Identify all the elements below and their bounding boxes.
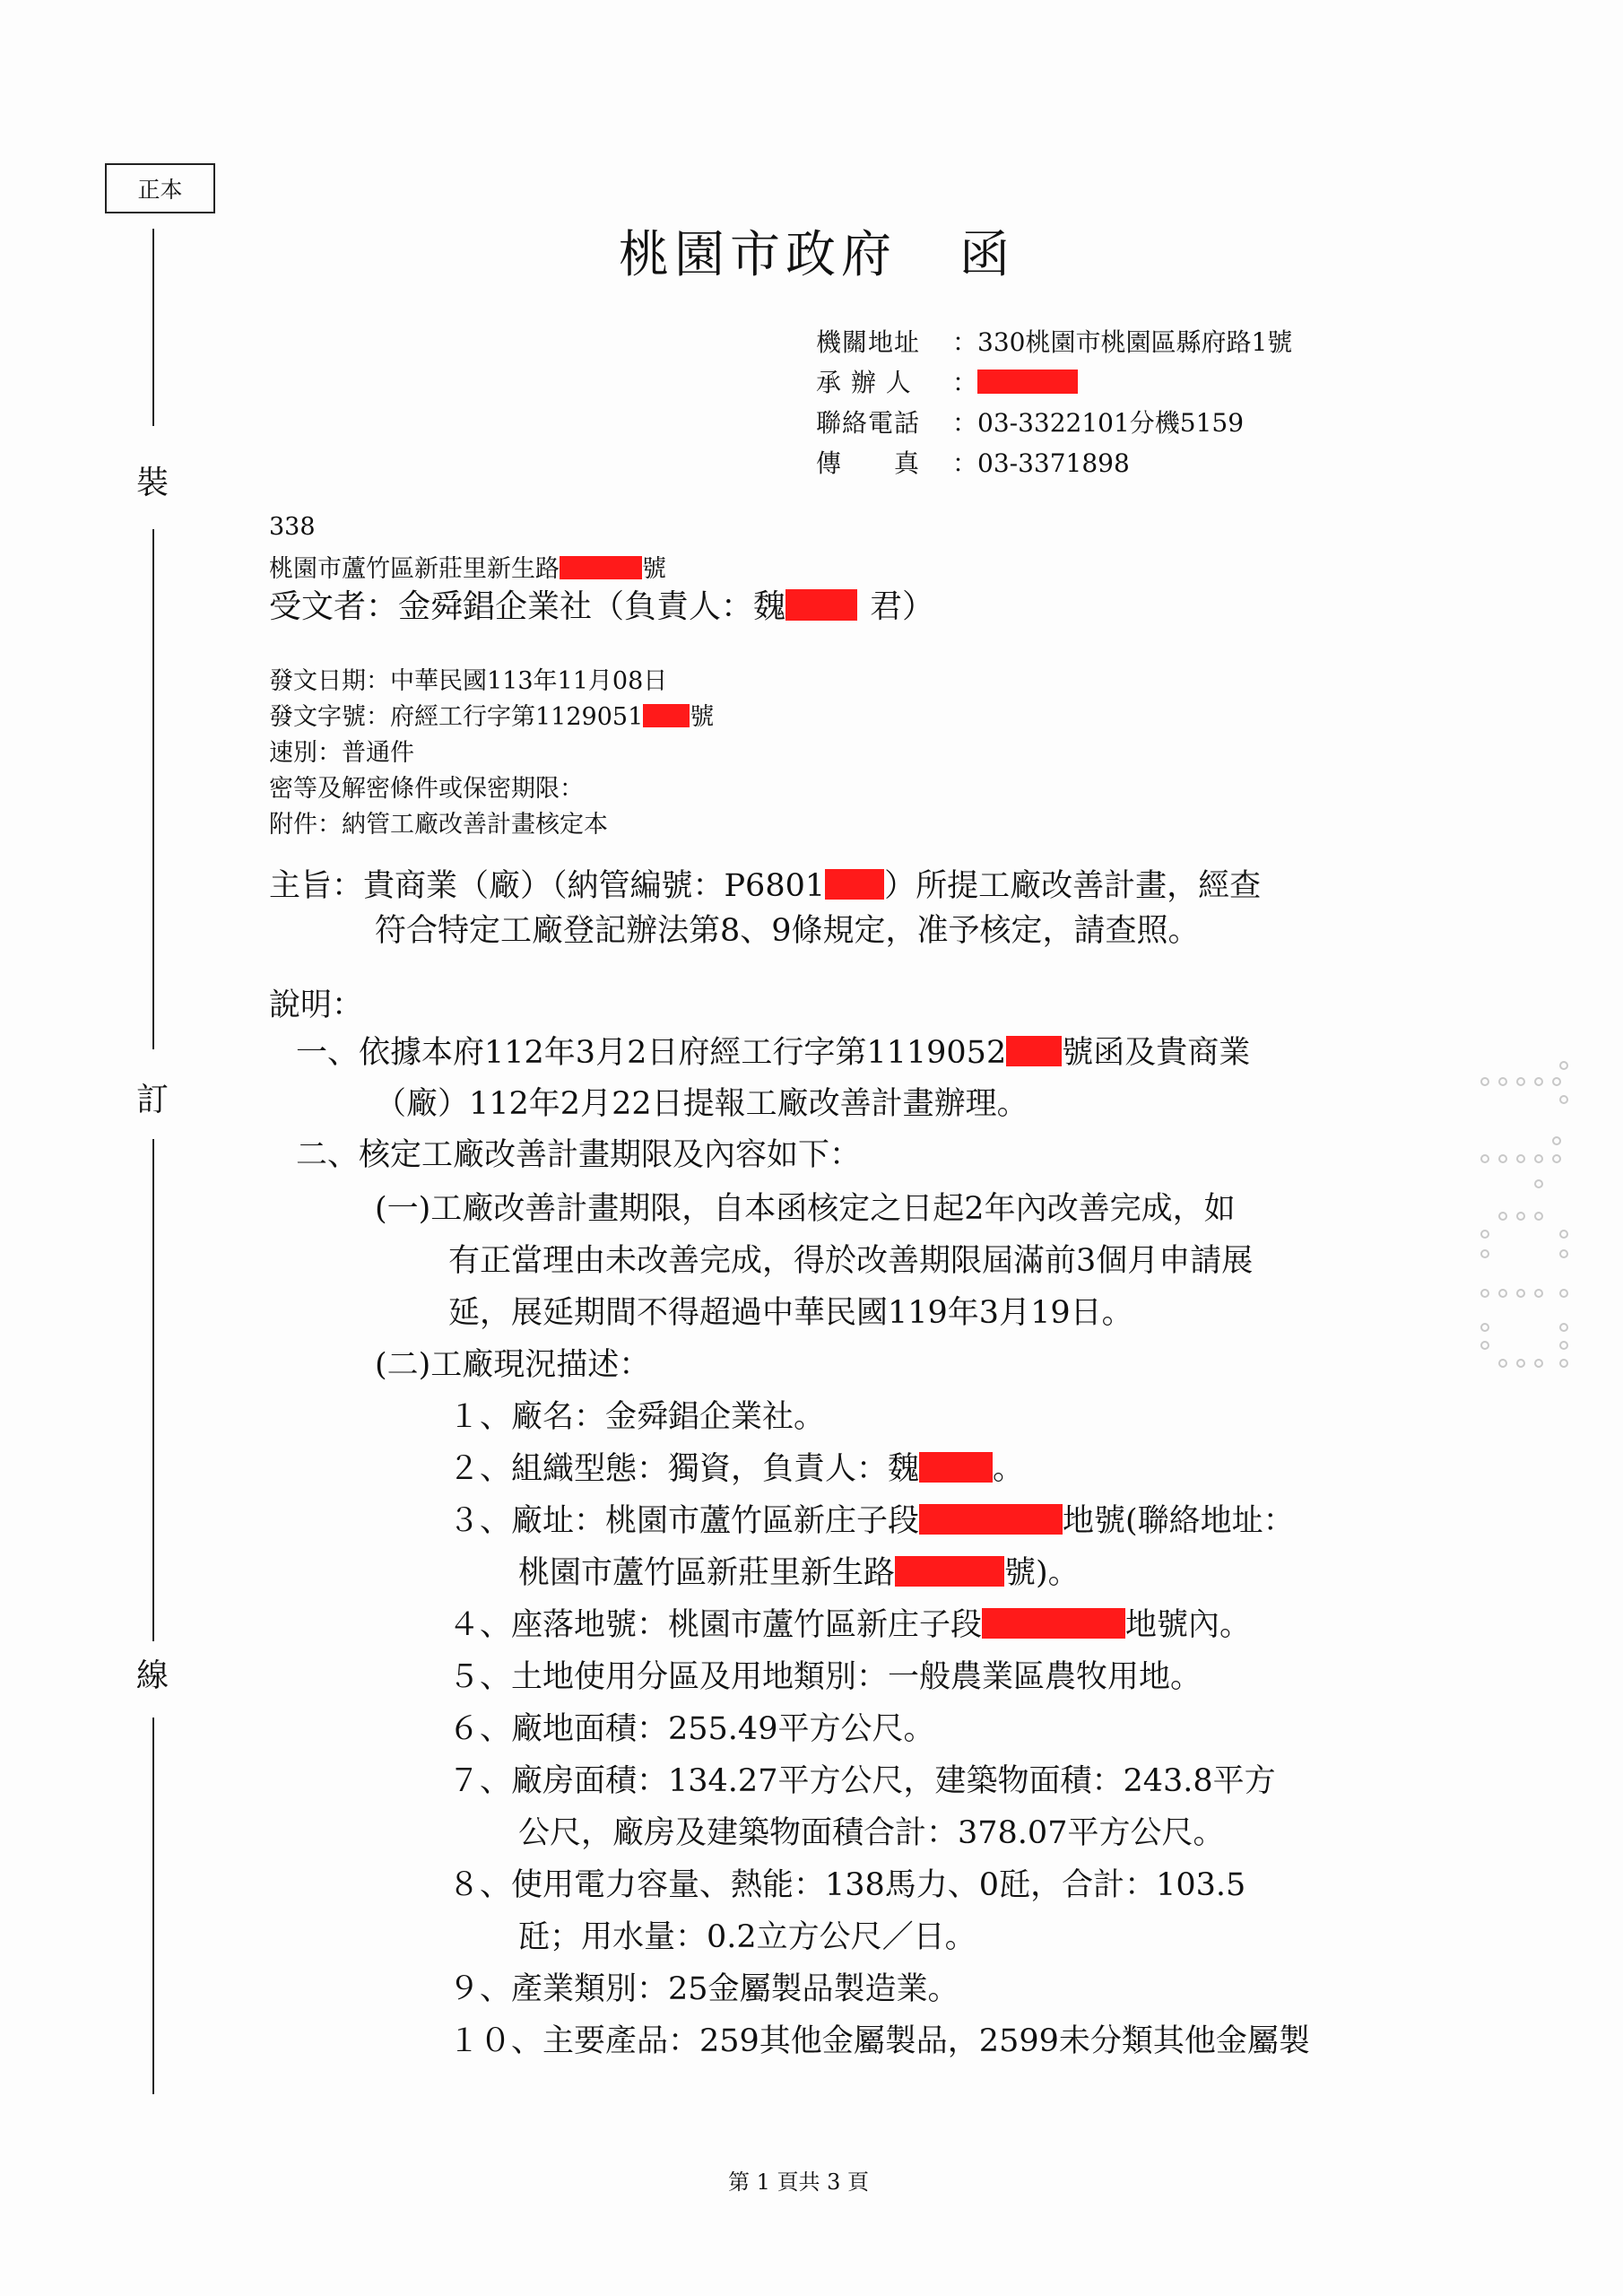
redaction xyxy=(1006,1036,1062,1065)
redaction xyxy=(977,370,1078,394)
document-number: 發文字號：府經工行字第1129051 號 xyxy=(269,703,715,731)
document-type: 函 xyxy=(959,226,1015,284)
point-8-line-2: 瓩；用水量：0.2立方公尺／日。 xyxy=(518,1919,976,1955)
contact-handler: 承 辦 人 ： xyxy=(816,363,1078,399)
point-1: １、廠名：金舜錩企業社。 xyxy=(448,1399,826,1435)
sub-item-1-line-1: (一)工廠改善計畫期限，自本函核定之日起2年內改善完成，如 xyxy=(375,1191,1236,1227)
subject-line-1: 主旨：貴商業（廠）（納管編號：P6801 ）所提工廠改善計畫，經查 xyxy=(269,868,1262,904)
redaction xyxy=(785,589,857,620)
explanation-item-1-line-1: 一、依據本府112年3月2日府經工行字第1119052 號函及貴商業 xyxy=(296,1035,1251,1071)
redaction xyxy=(919,1452,993,1482)
subject-line-2: 符合特定工廠登記辦法第8、9條規定，准予核定，請查照。 xyxy=(375,913,1200,949)
sub-item-2: (二)工廠現況描述： xyxy=(375,1347,651,1383)
recipient-zip: 338 xyxy=(269,513,316,541)
binding-char-zhuang: 裝 xyxy=(136,465,169,501)
recipient-address: 桃園市蘆竹區新莊里新生路 號 xyxy=(269,555,666,583)
contact-address: 機關地址 ：330桃園市桃園區縣府路1號 xyxy=(816,327,1293,357)
explanation-heading: 說明： xyxy=(269,987,364,1023)
attachment: 附件：納管工廠改善計畫核定本 xyxy=(269,811,608,839)
sub-item-1-line-3: 延，展延期間不得超過中華民國119年3月19日。 xyxy=(448,1295,1133,1331)
point-6: ６、廠地面積：255.49平方公尺。 xyxy=(448,1711,935,1747)
point-5: ５、土地使用分區及用地類別：一般農業區農牧用地。 xyxy=(448,1659,1202,1695)
explanation-item-2: 二、核定工廠改善計畫期限及內容如下： xyxy=(296,1137,862,1173)
redaction xyxy=(560,556,642,579)
redaction xyxy=(643,704,690,727)
original-copy-stamp: 正本 xyxy=(105,163,215,213)
point-4: ４、座落地號：桃園市蘆竹區新庄子段 地號內。 xyxy=(448,1607,1252,1643)
point-7-line-2: 公尺，廠房及建築物面積合計：378.07平方公尺。 xyxy=(518,1815,1225,1851)
recipient-line: 受文者：金舜錩企業社（負責人：魏 君） xyxy=(269,588,935,625)
redaction xyxy=(825,869,884,899)
point-2: ２、組織型態：獨資，負責人：魏 。 xyxy=(448,1451,1025,1487)
contact-fax: 傳 真 ：03-3371898 xyxy=(816,448,1130,478)
point-10: １０、主要產品：259其他金屬製品，2599未分類其他金屬製 xyxy=(448,2023,1310,2059)
point-3-line-2: 桃園市蘆竹區新莊里新生路 號)。 xyxy=(518,1555,1080,1591)
embossed-dots xyxy=(1478,1058,1576,1381)
point-3-line-1: ３、廠址：桃園市蘆竹區新庄子段 地號(聯絡地址： xyxy=(448,1503,1295,1539)
point-7-line-1: ７、廠房面積：134.27平方公尺，建築物面積：243.8平方 xyxy=(448,1763,1276,1799)
secrecy-level: 密等及解密條件或保密期限： xyxy=(269,775,584,803)
page-number: 第 1 頁共 3 頁 xyxy=(728,2170,870,2195)
redaction xyxy=(982,1608,1125,1638)
agency-name: 桃園市政府 xyxy=(619,226,897,284)
sub-item-1-line-2: 有正當理由未改善完成，得於改善期限屆滿前3個月申請展 xyxy=(448,1243,1254,1279)
contact-phone: 聯絡電話 ：03-3322101分機5159 xyxy=(816,408,1245,438)
explanation-item-1-line-2: （廠）112年2月22日提報工廠改善計畫辦理。 xyxy=(375,1086,1028,1122)
binding-char-ding: 訂 xyxy=(136,1082,169,1118)
point-9: ９、產業類別：25金屬製品製造業。 xyxy=(448,1971,959,2007)
redaction xyxy=(919,1504,1063,1534)
document-title xyxy=(619,215,1015,287)
speed-class: 速別：普通件 xyxy=(269,739,414,767)
point-8-line-1: ８、使用電力容量、熱能：138馬力、0瓩，合計：103.5 xyxy=(448,1867,1246,1903)
issue-date: 發文日期：中華民國113年11月08日 xyxy=(269,667,668,695)
redaction xyxy=(895,1556,1004,1586)
binding-char-xian: 線 xyxy=(136,1657,169,1694)
